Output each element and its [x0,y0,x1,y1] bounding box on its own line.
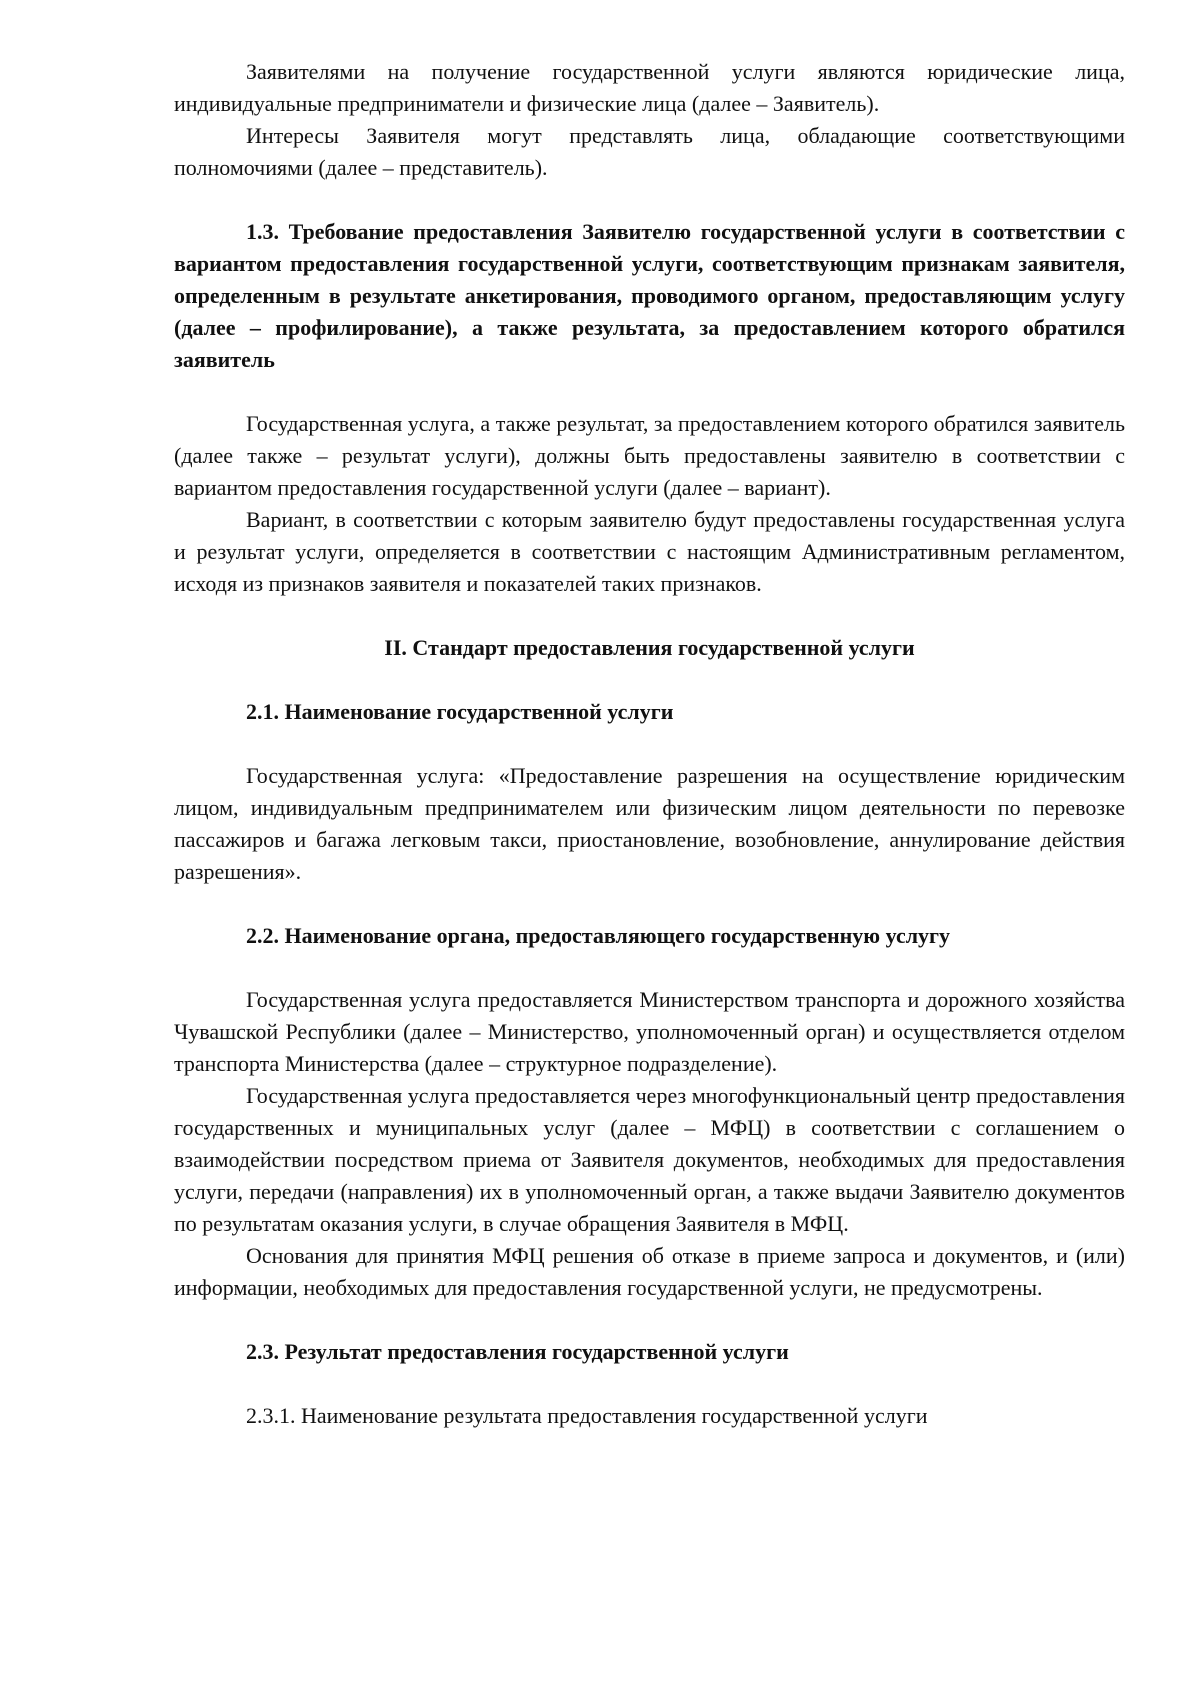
section-heading-1-3: 1.3. Требование предоставления Заявителю государственной услуги в соответствии с вариантом предоставления государственной услуги, соответствующим признакам заявителя, определенным в результате анкетирования, проводимого органом, предоставляющим услугу (далее – профилирование), а также результата, за предоставлением которого обратился заявитель [174,219,1125,372]
paragraph-mfc: Государственная услуга предоставляется через многофункциональный центр предоставления государственных и муниципальных услуг (далее – МФЦ) в соответствии с соглашением о взаимодействии посредством приема от Заявителя документов, необходимых для предоставления услуги, передачи (направления) их в уполномоченный орган, а также выдачи Заявителю документов по результатам оказания услуги, в случае обращения Заявителя в МФЦ. [174,1083,1125,1236]
paragraph-ministry: Государственная услуга предоставляется Министерством транспорта и дорожного хозяйства Чувашской Республики (далее – Министерство, уполномоченный орган) и осуществляется отделом транспорта Министерства (далее – структурное подразделение). [174,987,1125,1076]
subsection-heading-2-3-1: 2.3.1. Наименование результата предоставления государственной услуги [246,1403,928,1428]
paragraph-representatives: Интересы Заявителя могут представлять лица, обладающие соответствующими полномочиями (далее – представитель). [174,123,1125,180]
section-heading-2-3: 2.3. Результат предоставления государственной услуги [246,1339,789,1364]
paragraph-service-variant: Государственная услуга, а также результат, за предоставлением которого обратился заявитель (далее также – результат услуги), должны быть предоставлены заявителю в соответствии с вариантом предоставления государственной услуги (далее – вариант). [174,411,1125,500]
section-heading-2-1: 2.1. Наименование государственной услуги [246,699,674,724]
paragraph-variant-definition: Вариант, в соответствии с которым заявителю будут предоставлены государственная услуга и результат услуги, определяется в соответствии с настоящим Административным регламентом, исходя из признаков заявителя и показателей таких признаков. [174,507,1125,596]
document-body [174,56,1125,1432]
paragraph-applicants: Заявителями на получение государственной услуги являются юридические лица, индивидуальные предприниматели и физические лица (далее – Заявитель). [174,59,1125,116]
paragraph-refusal-grounds: Основания для принятия МФЦ решения об отказе в приеме запроса и документов, и (или) информации, необходимых для предоставления государственной услуги, не предусмотрены. [174,1243,1125,1300]
section-heading-2-2: 2.2. Наименование органа, предоставляющего государственную услугу [246,923,951,948]
chapter-heading-ii: II. Стандарт предоставления государственной услуги [384,635,915,660]
paragraph-service-name: Государственная услуга: «Предоставление разрешения на осуществление юридическим лицом, индивидуальным предпринимателем или физическим лицом деятельности по перевозке пассажиров и багажа легковым такси, приостановление, возобновление, аннулирование действия разрешения». [174,763,1125,884]
